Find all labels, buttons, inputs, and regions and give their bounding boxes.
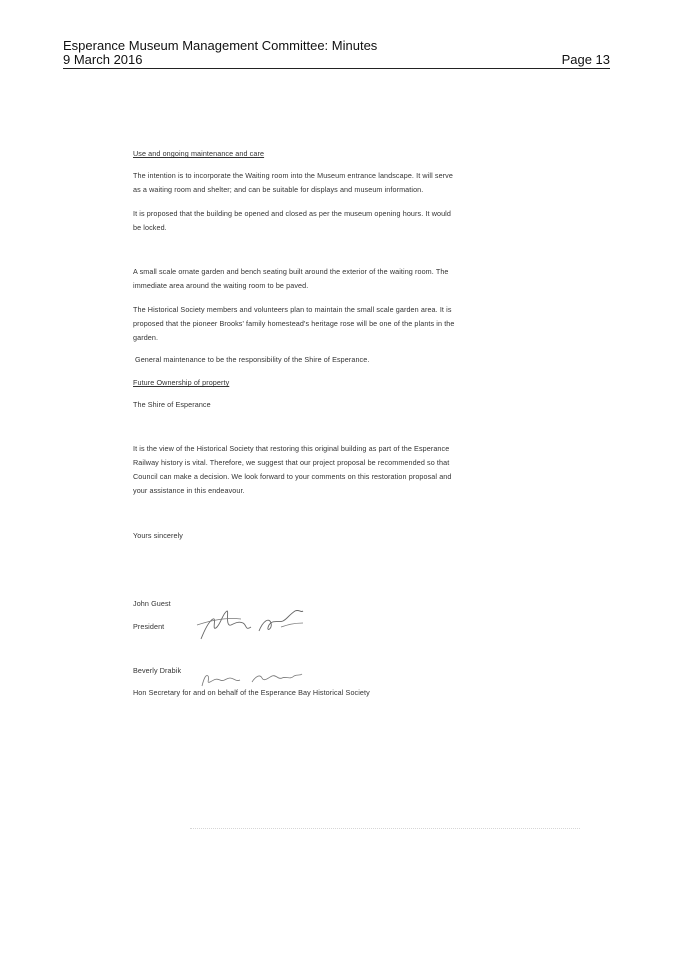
- section-heading-maintenance: Use and ongoing maintenance and care: [133, 149, 265, 158]
- signer-name: John Guest: [133, 599, 171, 608]
- paragraph-line: A small scale ornate garden and bench seating built around the exterior of the waiting room. The: [133, 267, 449, 276]
- header-title: Esperance Museum Management Committee: Minutes: [63, 38, 378, 53]
- signature-john-guest: [195, 603, 310, 645]
- paragraph-line: be locked.: [133, 223, 167, 232]
- signer-title: Hon Secretary for and on behalf of the Esperance Bay Historical Society: [133, 688, 370, 697]
- paragraph-line: It is the view of the Historical Society that restoring this original building as part of the Esperance: [133, 444, 450, 453]
- page-number: Page 13: [561, 52, 610, 67]
- paragraph-line: General maintenance to be the responsibility of the Shire of Esperance.: [135, 355, 370, 364]
- header-divider: [63, 68, 610, 69]
- header-date: 9 March 2016: [63, 52, 143, 67]
- closing: Yours sincerely: [133, 531, 183, 540]
- paragraph-line: The intention is to incorporate the Waiting room into the Museum entrance landscape. It will serve: [133, 171, 453, 180]
- paragraph-line: your assistance in this endeavour.: [133, 486, 245, 495]
- paragraph-line: Council can make a decision. We look forward to your comments on this restoration proposal and: [133, 472, 452, 481]
- paragraph-line: garden.: [133, 333, 159, 342]
- paragraph-line: The Historical Society members and volunteers plan to maintain the small scale garden area. It is: [133, 305, 452, 314]
- section-heading-ownership: Future Ownership of property: [133, 378, 230, 387]
- paragraph-line: immediate area around the waiting room to be paved.: [133, 281, 309, 290]
- signature-beverly-drabik: [198, 668, 308, 690]
- paragraph-line: Railway history is vital. Therefore, we suggest that our project proposal be recommended so that: [133, 458, 450, 467]
- paragraph-line: It is proposed that the building be opened and closed as per the museum opening hours. It would: [133, 209, 451, 218]
- paragraph-line: The Shire of Esperance: [133, 400, 211, 409]
- signer-name: Beverly Drabik: [133, 666, 182, 675]
- paragraph-line: as a waiting room and shelter; and can be suitable for displays and museum information.: [133, 185, 424, 194]
- scan-artifact-divider: [190, 828, 580, 830]
- signer-title: President: [133, 622, 165, 631]
- paragraph-line: proposed that the pioneer Brooks' family homestead's heritage rose will be one of the plants in the: [133, 319, 455, 328]
